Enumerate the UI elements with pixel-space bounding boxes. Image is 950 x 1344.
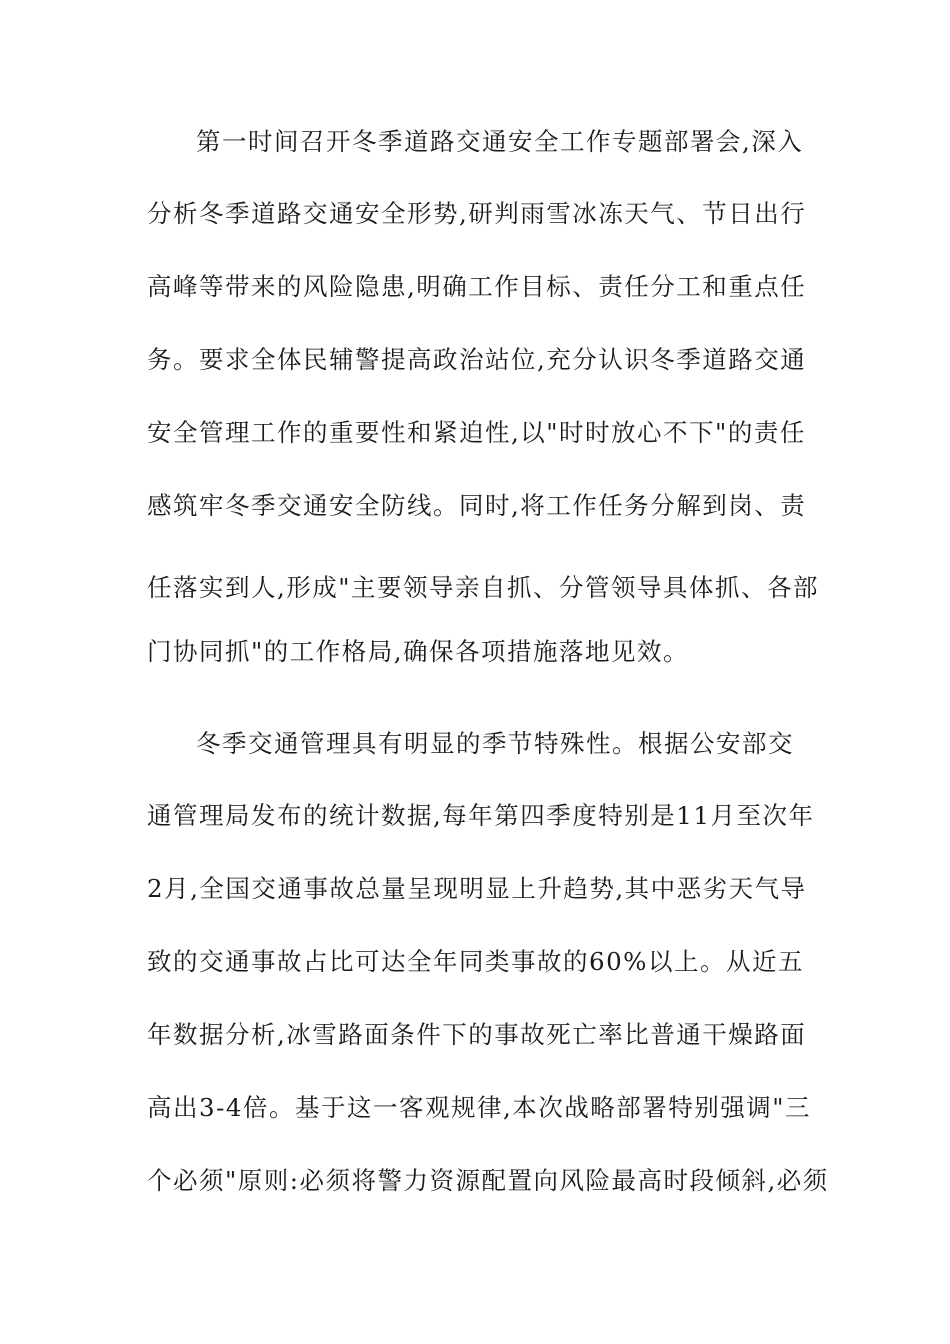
paragraph-2-line-3: 2月,全国交通事故总量呈现明显上升趋势,其中恶劣天气导 <box>147 874 807 903</box>
paragraph-1-line-5: 安全管理工作的重要性和紧迫性,以"时时放心不下"的责任 <box>147 418 806 447</box>
paragraph-2-line-5: 年数据分析,冰雪路面条件下的事故死亡率比普通干燥路面 <box>147 1020 807 1049</box>
paragraph-1-line-6: 感筑牢冬季交通安全防线。同时,将工作任务分解到岗、责 <box>147 491 807 520</box>
paragraph-2-line-2: 通管理局发布的统计数据,每年第四季度特别是11月至次年 <box>147 801 815 830</box>
paragraph-2-line-6: 高出3-4倍。基于这一客观规律,本次战略部署特别强调"三 <box>147 1093 812 1122</box>
paragraph-1-line-1: 第一时间召开冬季道路交通安全工作专题部署会,深入 <box>196 127 804 156</box>
paragraph-1-line-8: 门协同抓"的工作格局,确保各项措施落地见效。 <box>147 637 690 666</box>
paragraph-1-line-4: 务。要求全体民辅警提高政治站位,充分认识冬季道路交通 <box>147 345 807 374</box>
paragraph-1-line-2: 分析冬季道路交通安全形势,研判雨雪冰冻天气、节日出行 <box>147 199 807 228</box>
paragraph-2-line-4: 致的交通事故占比可达全年同类事故的60%以上。从近五 <box>147 947 804 976</box>
paragraph-2-line-1: 冬季交通管理具有明显的季节特殊性。根据公安部交 <box>196 729 794 758</box>
paragraph-2-line-7: 个必须"原则:必须将警力资源配置向风险最高时段倾斜,必须 <box>147 1166 829 1195</box>
paragraph-1-line-7: 任落实到人,形成"主要领导亲自抓、分管领导具体抓、各部 <box>147 573 820 602</box>
paragraph-1-line-3: 高峰等带来的风险隐患,明确工作目标、责任分工和重点任 <box>147 272 807 301</box>
